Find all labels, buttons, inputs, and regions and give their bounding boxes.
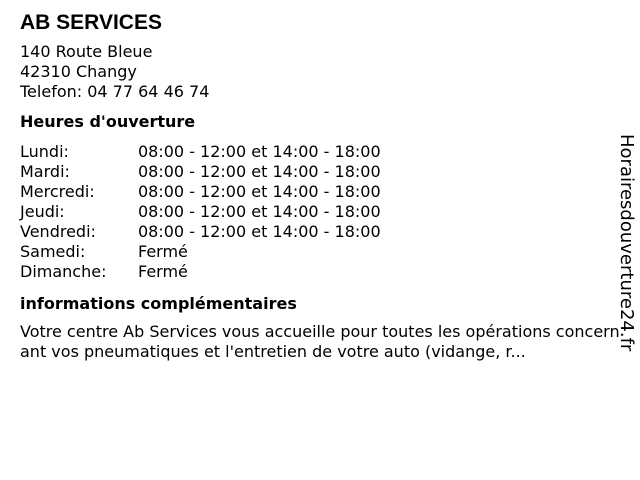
hours-value: 08:00 - 12:00 et 14:00 - 18:00	[138, 182, 381, 201]
day-label: Samedi:	[20, 242, 86, 261]
hours-row-friday	[20, 222, 620, 242]
day-label: Mercredi:	[20, 182, 95, 201]
hours-value: Fermé	[138, 262, 188, 281]
hours-row-wednesday	[20, 182, 620, 202]
hours-value: 08:00 - 12:00 et 14:00 - 18:00	[138, 162, 381, 181]
business-card	[20, 10, 620, 362]
hours-row-thursday	[20, 202, 620, 222]
hours-value: 08:00 - 12:00 et 14:00 - 18:00	[138, 142, 381, 161]
hours-row-monday	[20, 142, 620, 162]
phone-number: Telefon: 04 77 64 46 74	[20, 82, 210, 101]
business-name: AB SERVICES	[20, 11, 162, 34]
hours-row-saturday	[20, 242, 620, 262]
brand-watermark: Horairesdouverture24.fr	[616, 134, 637, 352]
hours-row-tuesday	[20, 162, 620, 182]
day-label: Vendredi:	[20, 222, 96, 241]
opening-hours-title: Heures d'ouverture	[20, 112, 196, 131]
hours-value: 08:00 - 12:00 et 14:00 - 18:00	[138, 202, 381, 221]
hours-value: 08:00 - 12:00 et 14:00 - 18:00	[138, 222, 381, 241]
address-line-1: 140 Route Bleue	[20, 42, 153, 61]
day-label: Mardi:	[20, 162, 70, 181]
address-line-2: 42310 Changy	[20, 62, 137, 81]
day-label: Jeudi:	[20, 202, 65, 221]
additional-info-text: Votre centre Ab Services vous accueille pour toutes les opérations concernant vos pneumatiques et l'entretien de votre auto (vidange, r...	[20, 322, 620, 361]
day-label: Lundi:	[20, 142, 69, 161]
opening-hours-table	[20, 142, 620, 282]
day-label: Dimanche:	[20, 262, 107, 281]
hours-row-sunday	[20, 262, 620, 282]
hours-value: Fermé	[138, 242, 188, 261]
additional-info-title: informations complémentaires	[20, 294, 297, 313]
